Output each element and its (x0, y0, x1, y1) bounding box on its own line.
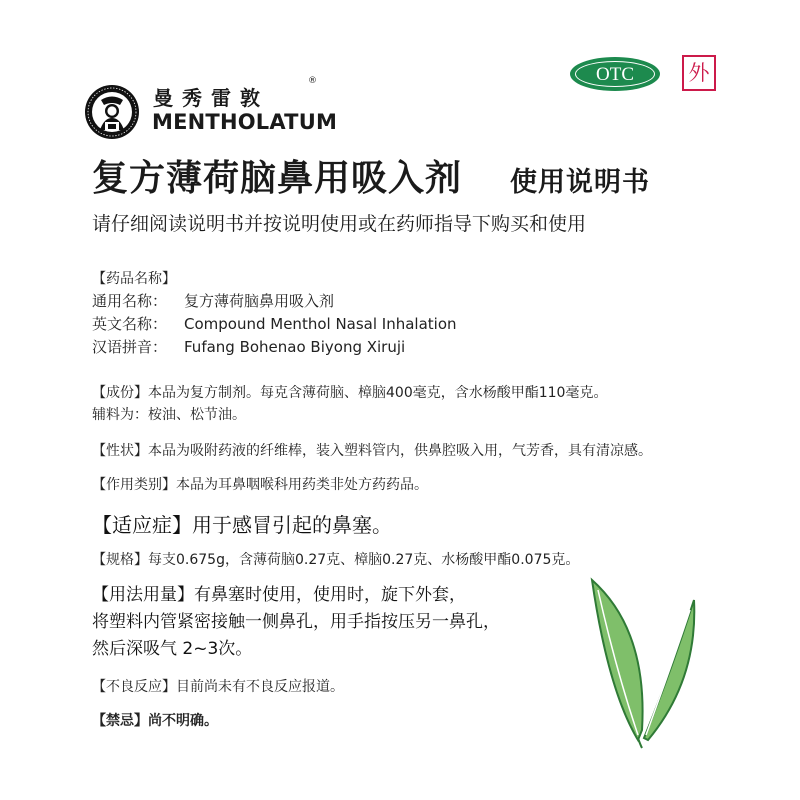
category-header: 【作用类别】 (92, 477, 176, 493)
mint-leaf-illustration (578, 570, 708, 750)
document-type-title: 使用说明书 (510, 167, 650, 198)
spec-header: 【规格】 (92, 552, 148, 568)
ingredients-text: 本品为复方制剂。每克含薄荷脑、樟脑400毫克，含水杨酸甲酯110毫克。 (148, 385, 608, 401)
generic-name-row (92, 290, 334, 311)
adverse-text: 目前尚未有不良反应报道。 (176, 679, 344, 695)
description-text: 本品为吸附药液的纤维棒，装入塑料管内，供鼻腔吸入用，气芳香，具有清凉感。 (148, 443, 652, 459)
contraindication-text: 尚不明确。 (148, 713, 218, 729)
indication-line (92, 509, 392, 538)
registered-mark: ® (308, 76, 317, 86)
usage-line-1 (92, 582, 466, 609)
adverse-header: 【不良反应】 (92, 679, 176, 695)
usage-header: 【用法用量】 (92, 585, 194, 605)
brand-name-chinese: 曼秀雷敦 (153, 86, 269, 110)
ingredients-line (92, 382, 607, 402)
description-header: 【性状】 (92, 443, 148, 459)
usage-text-1: 有鼻塞时使用，使用时，旋下外套， (194, 585, 466, 605)
english-name-value: Compound Menthol Nasal Inhalation (184, 315, 457, 333)
excipients-text: 辅料为：桉油、松节油。 (92, 407, 246, 423)
ingredients-header: 【成份】 (92, 385, 148, 401)
usage-text-2: 将塑料内管紧密接触一侧鼻孔，用手指按压另一鼻孔， (92, 612, 500, 632)
pinyin-name-row (92, 336, 405, 357)
external-use-badge: 外 (682, 55, 716, 91)
description-line (92, 440, 652, 460)
category-line (92, 474, 428, 494)
indication-text: 用于感冒引起的鼻塞。 (192, 513, 392, 537)
contraindication-line (92, 710, 218, 730)
spec-text: 每支0.675g，含薄荷脑0.27克、樟脑0.27克、水杨酸甲酯0.075克。 (148, 552, 580, 568)
usage-text-3: 然后深吸气 2~3次。 (92, 639, 253, 659)
pinyin-name-label: 汉语拼音： (92, 338, 168, 356)
mentholatum-nurse-logo (84, 84, 140, 140)
otc-badge (570, 57, 660, 91)
spec-line (92, 549, 579, 569)
english-name-row (92, 313, 457, 334)
english-name-label: 英文名称： (92, 315, 168, 333)
brand-name-english: MENTHOLATUM (152, 110, 338, 134)
generic-name-value: 复方薄荷脑鼻用吸入剂 (184, 292, 335, 310)
generic-name-label: 通用名称： (92, 292, 168, 310)
pinyin-name-value: Fufang Bohenao Biyong Xiruji (184, 338, 406, 356)
reading-advice: 请仔细阅读说明书并按说明使用或在药师指导下购买和使用 (92, 213, 587, 235)
section-header-drug-name: 【药品名称】 (92, 271, 176, 287)
otc-label: OTC (575, 61, 655, 87)
contraindication-header: 【禁忌】 (92, 713, 148, 729)
category-text: 本品为耳鼻咽喉科用药类非处方药药品。 (176, 477, 428, 493)
indication-header: 【适应症】 (92, 513, 192, 537)
product-title: 复方薄荷脑鼻用吸入剂 (92, 158, 463, 199)
adverse-line (92, 676, 344, 696)
